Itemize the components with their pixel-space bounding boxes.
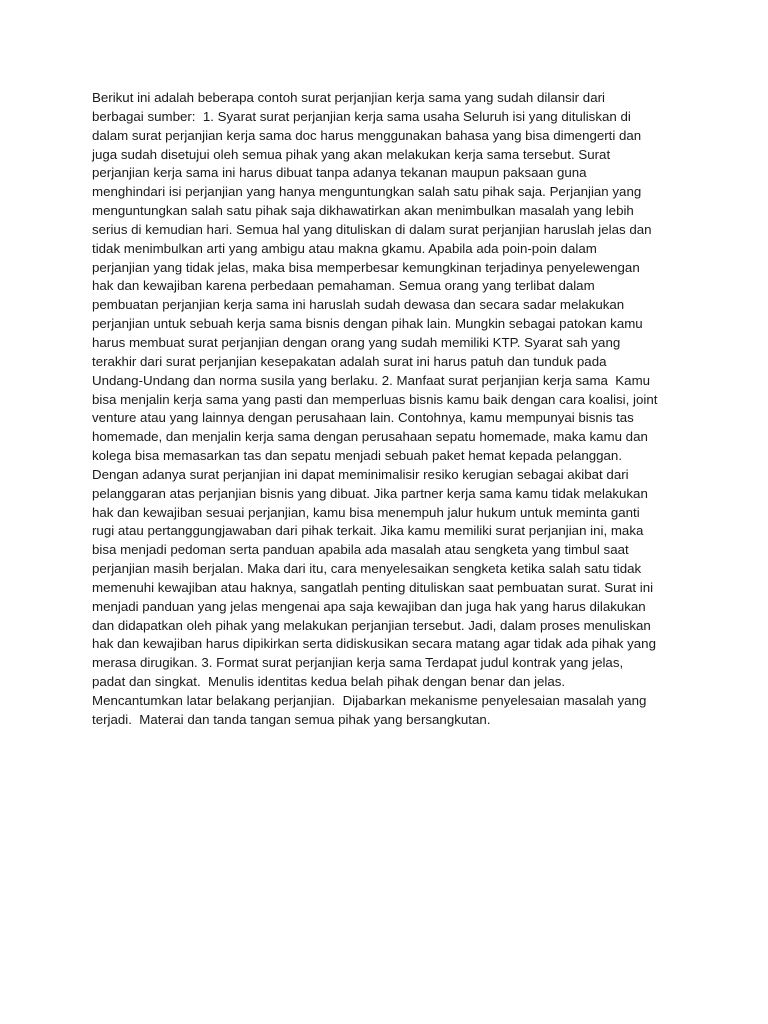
text-line: dalam surat perjanjian kerja sama doc harus menggunakan bahasa yang bisa dimengerti dan <box>92 127 642 143</box>
text-line: rugi atau pertanggungjawaban dari pihak terkait. Jika kamu memiliki surat perjanjian ini, maka <box>92 523 644 539</box>
text-line: kolega bisa memasarkan tas dan sepatu menjadi sebuah paket hemat kepada pelanggan. <box>92 448 623 464</box>
text-line: harus membuat surat perjanjian dengan orang yang sudah memiliki KTP. Syarat sah yang <box>92 334 621 350</box>
text-line: homemade, dan menjalin kerja sama dengan perusahaan sepatu homemade, maka kamu dan <box>92 429 648 445</box>
text-line: memenuhi kewajiban atau haknya, sangatlah penting dituliskan saat pembuatan surat. Surat ini <box>92 579 654 595</box>
text-line: hak dan kewajiban harus dipikirkan serta didiskusikan secara matang agar tidak ada pihak yang <box>92 636 656 652</box>
text-line: pembuatan perjanjian kerja sama ini haruslah sudah dewasa dan secara sadar melakukan <box>92 297 625 313</box>
text-line: Undang-Undang dan norma susila yang berlaku. 2. Manfaat surat perjanjian kerja sama Kamu <box>92 372 651 388</box>
text-line: menghindari isi perjanjian yang hanya menguntungkan salah satu pihak saja. Perjanjian yang <box>92 184 642 200</box>
text-line: Berikut ini adalah beberapa contoh surat perjanjian kerja sama yang sudah dilansir dari <box>92 90 605 105</box>
text-line: bisa menjadi pedoman serta panduan apabila ada masalah atau sengketa yang timbul saat <box>92 542 629 558</box>
body-text <box>92 89 692 730</box>
text-line: perjanjian untuk sebuah kerja sama bisnis dengan pihak lain. Mungkin sebagai patokan kamu <box>92 316 643 332</box>
text-line: padat dan singkat. Menulis identitas kedua belah pihak dengan benar dan jelas. <box>92 674 566 690</box>
text-line: merasa dirugikan. 3. Format surat perjanjian kerja sama Terdapat judul kontrak yang jelas, <box>92 655 624 671</box>
text-line: menguntungkan salah satu pihak saja dikhawatirkan akan menimbulkan masalah yang lebih <box>92 203 634 219</box>
text-line: hak dan kewajiban karena perbedaan pemahaman. Semua orang yang terlibat dalam <box>92 278 595 294</box>
text-line: venture atau yang lainnya dengan perusahaan lain. Contohnya, kamu mempunyai bisnis tas <box>92 410 634 426</box>
text-line: perjanjian kerja sama ini harus dibuat tanpa adanya tekanan maupun paksaan guna <box>92 165 587 181</box>
text-line: Dengan adanya surat perjanjian ini dapat meminimalisir resiko kerugian sebagai akibat dari <box>92 466 629 482</box>
text-line: bisa menjalin kerja sama yang pasti dan memperluas bisnis kamu baik dengan cara koalisi, joint <box>92 391 658 407</box>
text-line: pelanggaran atas perjanjian bisnis yang dibuat. Jika partner kerja sama kamu tidak melakukan <box>92 485 648 501</box>
text-line: menjadi panduan yang jelas mengenai apa saja kewajiban dan juga hak yang harus dilakukan <box>92 598 646 614</box>
text-line: perjanjian masih berjalan. Maka dari itu, cara menyelesaikan sengketa ketika salah satu tidak <box>92 561 642 577</box>
text-line: dan didapatkan oleh pihak yang melakukan perjanjian tersebut. Jadi, dalam proses menuliskan <box>92 617 651 633</box>
text-line: hak dan kewajiban sesuai perjanjian, kamu bisa menempuh jalur hukum untuk meminta ganti <box>92 504 640 520</box>
text-line: serius di kemudian hari. Semua hal yang dituliskan di dalam surat perjanjian haruslah jelas dan <box>92 221 652 237</box>
text-line: terakhir dari surat perjanjian kesepakatan adalah surat ini harus patuh dan tunduk pada <box>92 353 607 369</box>
text-line: terjadi. Materai dan tanda tangan semua pihak yang bersangkutan. <box>92 711 491 727</box>
text-line: tidak menimbulkan arti yang ambigu atau makna gkamu. Apabila ada poin-poin dalam <box>92 240 597 256</box>
text-line: Mencantumkan latar belakang perjanjian. Dijabarkan mekanisme penyelesaian masalah yang <box>92 693 647 708</box>
text-line: berbagai sumber: 1. Syarat surat perjanjian kerja sama usaha Seluruh isi yang dituliskan di <box>92 108 631 124</box>
text-line: juga sudah disetujui oleh semua pihak yang akan melakukan kerja sama tersebut. Surat <box>92 146 611 162</box>
text-line: perjanjian yang tidak jelas, maka bisa memperbesar kemungkinan terjadinya penyelewengan <box>92 259 640 275</box>
